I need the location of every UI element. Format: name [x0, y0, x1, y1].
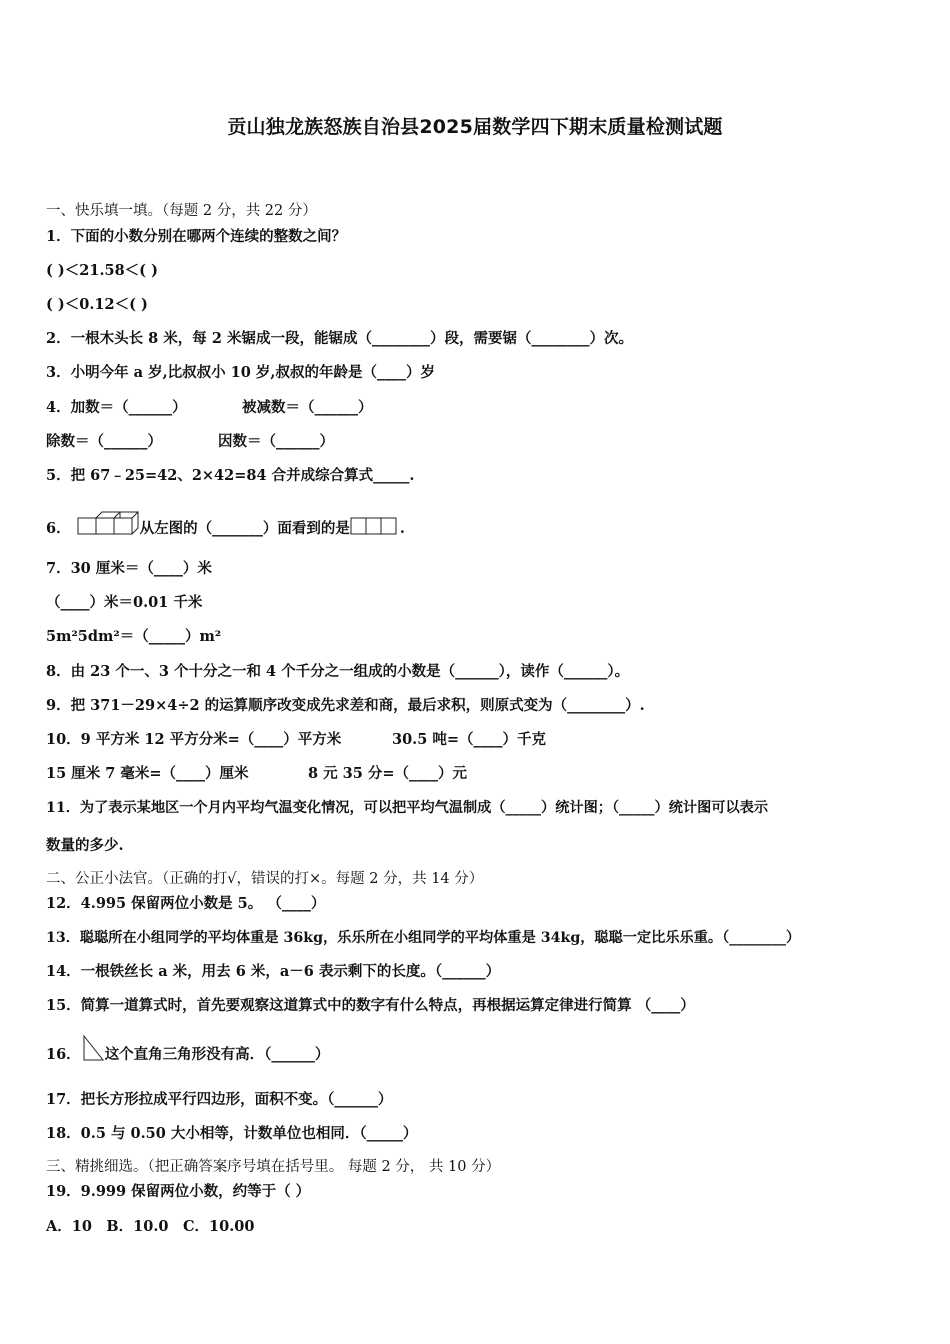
question-4b: 被减数＝（______） [242, 399, 373, 416]
question-1a: ( )＜21.58＜( ) [46, 262, 158, 279]
question-7a: 7．30 厘米＝（____）米 [46, 560, 212, 577]
question-10a: 10．9 平方米 12 平方分米=（____）平方米 [46, 731, 342, 748]
cube-stack-figure [76, 510, 140, 536]
right-triangle-figure [81, 1034, 105, 1062]
question-11b: 数量的多少. [46, 837, 124, 854]
question-1: 1．下面的小数分别在哪两个连续的整数之间？ [46, 228, 347, 245]
section-1-heading: 一、快乐填一填。（每题 2 分，共 22 分） [46, 203, 317, 219]
question-18: 18．0.5 与 0.50 大小相等，计数单位也相同．（_____） [46, 1125, 418, 1142]
question-6-text: 从左图的（_______）面看到的是 [139, 520, 350, 537]
question-3: 3．小明今年 a 岁,比叔叔小 10 岁,叔叔的年龄是（____）岁 [46, 364, 435, 381]
section-3-heading: 三、精挑细选。（把正确答案序号填在括号里。 每题 2 分， 共 10 分） [46, 1159, 501, 1175]
question-11a: 11．为了表示某地区一个月内平均气温变化情况，可以把平均气温制成（_____）统计图；（_____）统计图可以表示 [46, 800, 769, 816]
question-13: 13．聪聪所在小组同学的平均体重是 36kg，乐乐所在小组同学的平均体重是 34kg，聪聪一定比乐乐重。（________） [46, 930, 801, 946]
question-10b: 30.5 吨=（____）千克 [392, 731, 547, 748]
question-19-options: A．10 B．10.0 C．10.00 [46, 1218, 255, 1235]
question-6-end: . [399, 520, 405, 537]
question-4c: 除数＝（______） [46, 433, 162, 450]
question-16-text: 这个直角三角形没有高．（______） [104, 1046, 330, 1063]
question-19: 19．9.999 保留两位小数，约等于（ ） [46, 1183, 311, 1200]
question-17: 17．把长方形拉成平行四边形，面积不变。（______） [46, 1091, 393, 1108]
view-result-figure [350, 516, 400, 536]
question-14: 14．一根铁丝长 a 米，用去 6 米，a－6 表示剩下的长度。（______） [46, 963, 501, 980]
question-4a: 4．加数＝（______） [46, 399, 187, 416]
question-1b: ( )＜0.12＜( ) [46, 296, 148, 313]
page-title: 贡山独龙族怒族自治县2025届数学四下期末质量检测试题 [227, 116, 723, 138]
question-5: 5．把 67﹣25=42、2×42=84 合并成综合算式_____. [46, 467, 415, 484]
question-8: 8．由 23 个一、3 个十分之一和 4 个千分之一组成的小数是（______），读作（______）。 [46, 663, 630, 680]
question-10c: 15 厘米 7 毫米=（____）厘米 [46, 765, 249, 782]
question-6 [46, 510, 405, 539]
question-4d: 因数＝（______） [218, 433, 334, 450]
question-12: 12．4.995 保留两位小数是 5。 （____） [46, 895, 326, 912]
question-15: 15．简算一道算式时，首先要观察这道算式中的数字有什么特点，再根据运算定律进行简算 （____） [46, 997, 695, 1014]
question-10d: 8 元 35 分=（____）元 [308, 765, 468, 782]
section-2-heading: 二、公正小法官。（正确的打√，错误的打×。每题 2 分，共 14 分） [46, 871, 484, 887]
question-9: 9．把 371－29×4÷2 的运算顺序改变成先求差和商，最后求积，则原式变为（________）. [46, 697, 645, 714]
question-16 [46, 1034, 329, 1065]
question-7c: 5m²5dm²＝（_____）m² [46, 628, 222, 645]
question-16-number: 16． [46, 1046, 81, 1063]
question-2: 2．一根木头长 8 米，每 2 米锯成一段，能锯成（________）段，需要锯（________）次。 [46, 330, 633, 347]
question-7b: （____）米＝0.01 千米 [46, 594, 203, 611]
question-6-number: 6． [46, 520, 71, 537]
